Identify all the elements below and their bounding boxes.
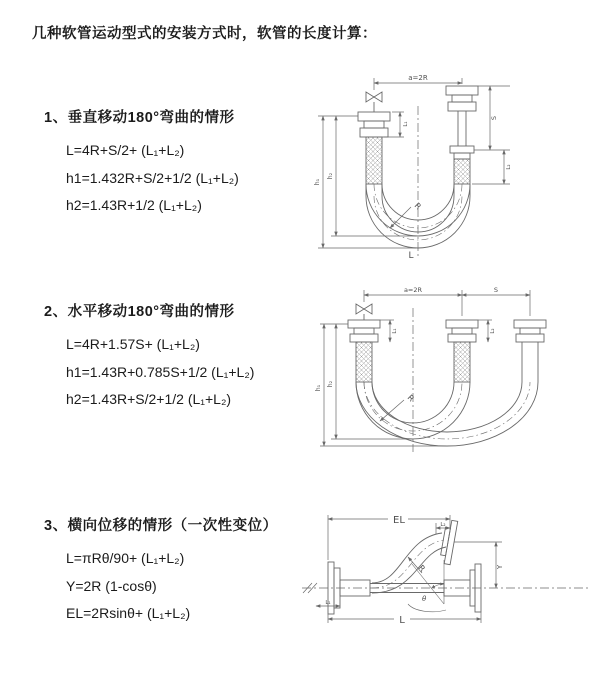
formula-h2: h2=1.43R+1/2 (L₁+L₂) [66,197,202,213]
diagram-lateral-displacement [296,506,594,656]
formula-y: Y=2R (1-cosθ) [66,577,157,594]
dim-label-s: S [493,286,499,294]
radius-label: R [405,393,416,404]
formula-length: L=πRθ/90+ (L₁+L₂) [66,550,185,566]
section-2-heading: 2、水平移动180°弯曲的情形 [44,304,235,320]
formula-h1: h1=1.432R+S/2+1/2 (L₁+L₂) [66,169,239,186]
right-flange [446,86,478,184]
dim-label-s: S [490,115,498,121]
dimension-lines [320,290,530,446]
length-label: L [408,251,414,261]
dim-label-l1: L₁ [403,121,409,127]
left-flange [358,112,390,184]
dimension-lines [318,78,510,248]
diagram-vertical-180-bend [310,66,565,261]
section-3-formulas [66,545,278,628]
middle-flange [446,320,478,382]
shifted-flange [514,320,546,382]
left-flange [348,320,380,382]
radius-label: R [412,201,423,212]
angle-construction [408,560,446,612]
formula-length: L=4R+S/2+ (L₁+L₂) [66,142,185,158]
dim-label-h1: h₁ [315,384,322,392]
formula-el: EL=2Rsinθ+ (L₁+L₂) [66,605,191,621]
formula-length: L=4R+1.57S+ (L₁+L₂) [66,336,200,352]
dim-label-h2: h₂ [327,172,334,180]
dim-label-l2: L₂ [490,328,496,334]
formula-h2: h2=1.43R+S/2+1/2 (L₁+L₂) [66,391,232,407]
dim-label-l1: L₁ [325,600,331,606]
section-vertical-movement [44,106,239,220]
section-horizontal-movement [44,300,254,414]
radius-label: R [416,563,427,574]
angle-label: θ [422,595,427,603]
section-1-heading: 1、垂直移动180°弯曲的情形 [44,110,235,126]
diagram-labels [314,74,512,261]
page-title: 几种软管运动型式的安装方式时，软管的长度计算： [32,26,377,42]
dim-label-h2: h₂ [327,380,334,388]
dimension-lines [316,515,502,623]
dim-label-l2: L₂ [506,164,512,170]
formula-h1: h1=1.43R+0.785S+1/2 (L₁+L₂) [66,363,255,380]
length-label: L [399,615,405,626]
valve-icon [366,92,382,112]
diagram-horizontal-180-bend [312,280,590,458]
valve-icon [356,304,372,320]
dim-label-h1: h₁ [314,178,321,186]
hose-curves [356,382,538,446]
dim-label-a2r: a=2R [403,286,423,294]
diagram-labels [315,286,498,404]
section-2-formulas [66,331,254,414]
dim-label-y: Y [496,564,504,570]
section-lateral-displacement [44,514,278,628]
diagram-labels [325,515,504,626]
dim-label-l1: L₁ [392,328,398,334]
section-1-formulas [66,137,239,220]
dim-label-el: EL [393,515,405,526]
curved-hose [372,533,446,593]
dim-label-l2: L₂ [440,522,446,528]
section-3-heading: 3、横向位移的情形（一次性变位） [44,518,278,534]
dim-label-a2r: a=2R [408,74,428,82]
